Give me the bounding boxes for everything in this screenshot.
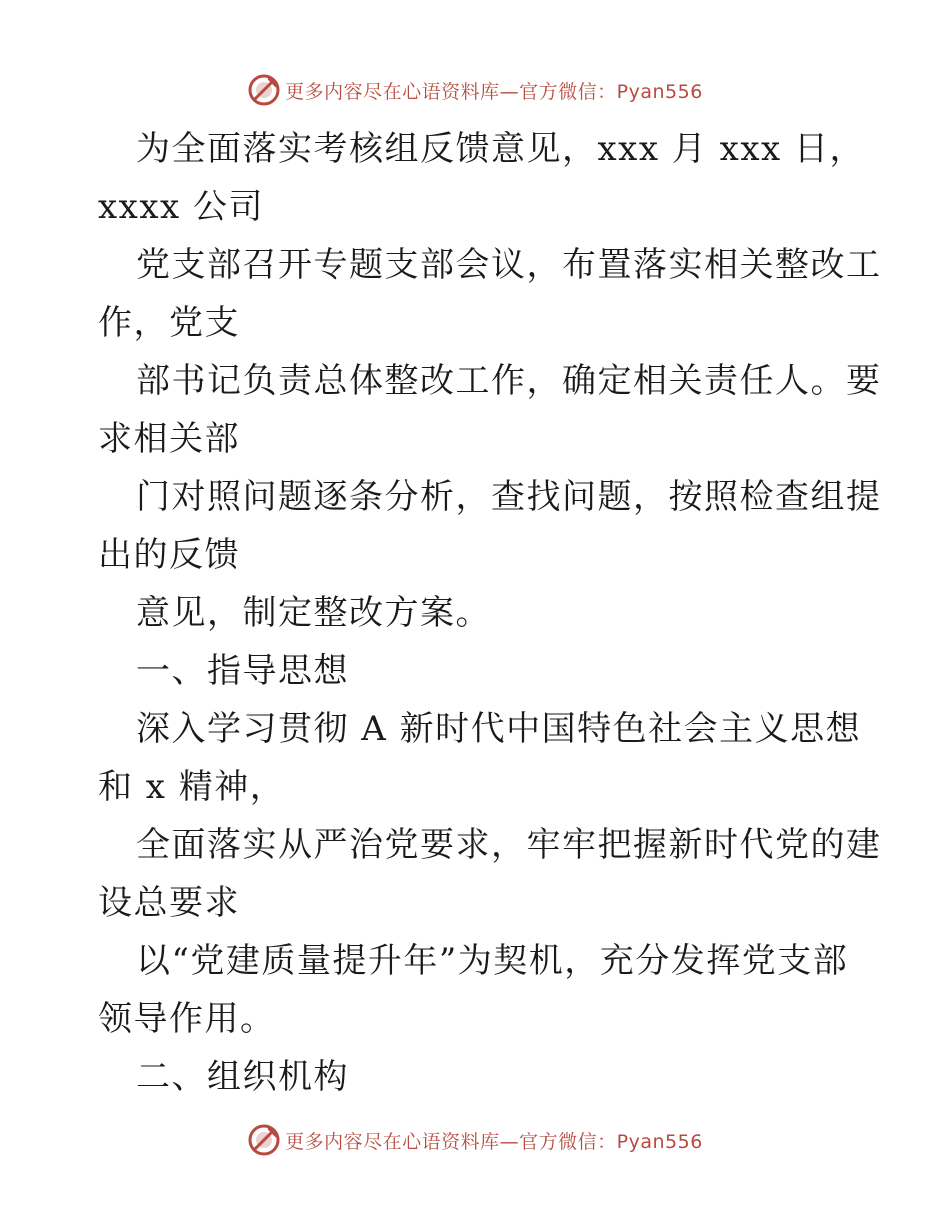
body-line-9: 意见，制定整改方案。 bbox=[136, 593, 491, 633]
body-line-13: 全面落实从严治党要求，牢牢把握新时代党的建 bbox=[136, 825, 882, 865]
body-line-6: 求相关部 bbox=[98, 419, 240, 459]
body-line-15: 以“党建质量提升年”为契机，充分发挥党支部 bbox=[136, 941, 849, 981]
footer-banner bbox=[0, 1120, 950, 1160]
section-heading-guiding-ideology: 一、指导思想 bbox=[136, 651, 349, 691]
body-line-3: 党支部召开专题支部会议，布置落实相关整改工 bbox=[136, 245, 882, 285]
document-body bbox=[98, 120, 882, 1106]
body-line-12: 和 x 精神， bbox=[98, 767, 286, 807]
header-banner bbox=[0, 70, 950, 110]
brand-logo-icon bbox=[247, 73, 281, 107]
body-line-16: 领导作用。 bbox=[98, 999, 276, 1039]
section-heading-organization: 二、组织机构 bbox=[136, 1057, 349, 1097]
brand-logo-icon bbox=[247, 1123, 281, 1157]
body-line-1: 为全面落实考核组反馈意见，xxx 月 xxx 日， bbox=[136, 129, 865, 169]
header-banner-inner bbox=[247, 73, 703, 107]
body-line-7: 门对照问题逐条分析，查找问题，按照检查组提 bbox=[136, 477, 882, 517]
footer-banner-inner bbox=[247, 1123, 703, 1157]
header-banner-text: 更多内容尽在心语资料库—官方微信：Pyan556 bbox=[285, 80, 703, 103]
footer-banner-text: 更多内容尽在心语资料库—官方微信：Pyan556 bbox=[285, 1130, 703, 1153]
body-line-11: 深入学习贯彻 A 新时代中国特色社会主义思想 bbox=[136, 709, 862, 749]
body-line-14: 设总要求 bbox=[98, 883, 240, 923]
body-line-5: 部书记负责总体整改工作，确定相关责任人。要 bbox=[136, 361, 882, 401]
body-line-4: 作，党支 bbox=[98, 303, 240, 343]
body-line-8: 出的反馈 bbox=[98, 535, 240, 575]
body-line-2: xxxx 公司 bbox=[98, 187, 265, 227]
